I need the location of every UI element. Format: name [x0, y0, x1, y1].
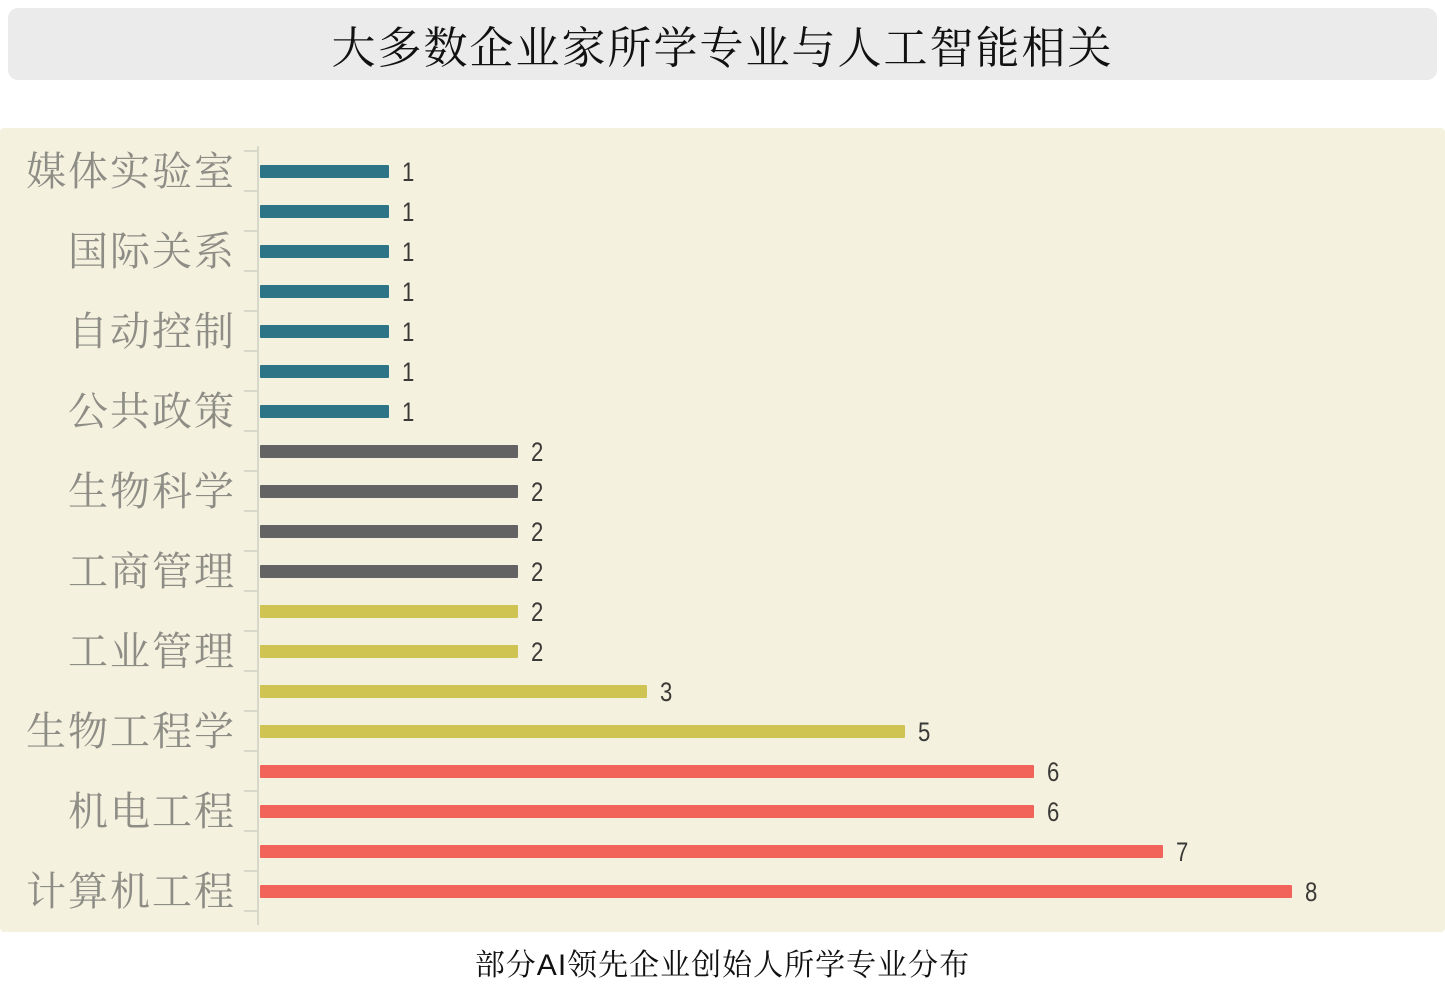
bar-value-label: 1 [402, 356, 415, 387]
bar-18 [260, 885, 1292, 898]
bar-4 [260, 325, 389, 338]
bar-7 [260, 445, 518, 458]
bar-value-label: 2 [531, 476, 544, 507]
bar-value-label: 7 [1176, 836, 1189, 867]
chart-caption: 部分AI领先企业创始人所学专业分布 [474, 949, 971, 982]
y-axis-tick [244, 510, 257, 512]
y-axis-tick [244, 910, 257, 912]
bar-6 [260, 405, 389, 418]
bar-value-label: 2 [531, 516, 544, 547]
title-banner [8, 8, 1437, 80]
bar-value-label: 5 [918, 716, 931, 747]
category-label: 工业管理 [68, 629, 236, 674]
bar-5 [260, 365, 389, 378]
bar-10 [260, 565, 518, 578]
y-axis-tick [244, 390, 257, 392]
bar-value-label: 8 [1305, 876, 1318, 907]
y-axis-tick [244, 150, 257, 152]
bar-value-label: 6 [1047, 756, 1060, 787]
category-label: 媒体实验室 [26, 149, 236, 194]
bar-17 [260, 845, 1163, 858]
bar-3 [260, 285, 389, 298]
y-axis-tick [244, 790, 257, 792]
y-axis-tick [244, 470, 257, 472]
y-axis-line [257, 146, 259, 925]
bar-8 [260, 485, 518, 498]
y-axis-tick [244, 430, 257, 432]
bar-value-label: 2 [531, 636, 544, 667]
category-label: 生物工程学 [26, 709, 236, 754]
category-label: 机电工程 [68, 789, 236, 834]
y-axis-tick [244, 230, 257, 232]
bar-value-label: 2 [531, 436, 544, 467]
category-label: 自动控制 [68, 309, 236, 354]
bar-1 [260, 205, 389, 218]
y-axis-tick [244, 830, 257, 832]
bar-value-label: 6 [1047, 796, 1060, 827]
y-axis-tick [244, 630, 257, 632]
bar-value-label: 2 [531, 596, 544, 627]
bar-value-label: 2 [531, 556, 544, 587]
category-label: 计算机工程 [26, 869, 236, 914]
category-label: 工商管理 [68, 549, 236, 594]
category-label: 公共政策 [68, 389, 236, 434]
y-axis-tick [244, 190, 257, 192]
bar-0 [260, 165, 389, 178]
y-axis-tick [244, 750, 257, 752]
bar-value-label: 1 [402, 236, 415, 267]
category-label: 国际关系 [68, 229, 236, 274]
bar-2 [260, 245, 389, 258]
bar-value-label: 1 [402, 276, 415, 307]
bar-15 [260, 765, 1034, 778]
bar-value-label: 1 [402, 316, 415, 347]
y-axis-tick [244, 590, 257, 592]
category-label: 生物科学 [68, 469, 236, 514]
bar-11 [260, 605, 518, 618]
bar-value-label: 3 [660, 676, 673, 707]
y-axis-tick [244, 310, 257, 312]
chart-title: 大多数企业家所学专业与人工智能相关 [331, 24, 1114, 73]
y-axis-tick [244, 710, 257, 712]
y-axis-tick [244, 270, 257, 272]
y-axis-tick [244, 870, 257, 872]
bar-16 [260, 805, 1034, 818]
bar-12 [260, 645, 518, 658]
bar-14 [260, 725, 905, 738]
bar-value-label: 1 [402, 396, 415, 427]
y-axis-tick [244, 550, 257, 552]
bar-9 [260, 525, 518, 538]
y-axis-tick [244, 670, 257, 672]
bar-value-label: 1 [402, 156, 415, 187]
bar-value-label: 1 [402, 196, 415, 227]
y-axis-tick [244, 350, 257, 352]
bar-13 [260, 685, 647, 698]
